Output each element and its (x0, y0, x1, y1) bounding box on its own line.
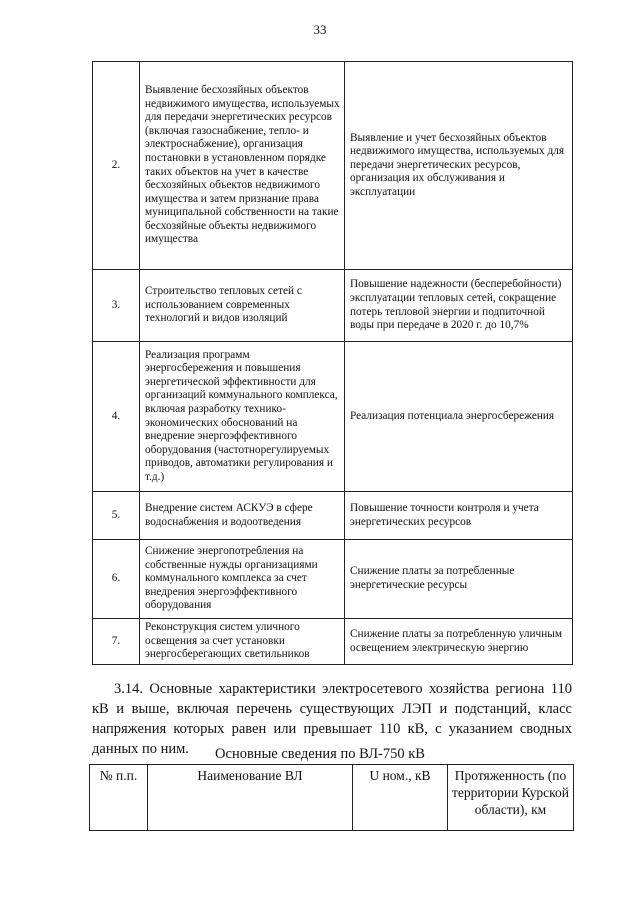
result-cell: Выявление и учет бесхозяйных объектов недвижимого имущества, используемых для передачи энергетических ресурсов, организация их обслуживания и эксплуатации (345, 62, 573, 270)
header-line-name: Наименование ВЛ (148, 765, 353, 831)
measures-table (92, 61, 573, 665)
result-cell: Снижение платы за потребленную уличным освещением электрическую энергию (345, 619, 573, 665)
row-number: 3. (93, 270, 140, 342)
table-row (93, 619, 573, 665)
vl-750-table (89, 764, 574, 831)
vl-table-caption: Основные сведения по ВЛ-750 кВ (215, 746, 425, 762)
measure-cell: Строительство тепловых сетей с использованием современных технологий и видов изоляций (140, 270, 345, 342)
header-length: Протяженность (по территории Курской области), км (448, 765, 574, 831)
vl-table-header-row (90, 765, 574, 831)
result-cell: Снижение платы за потребленные энергетические ресурсы (345, 540, 573, 619)
row-number: 4. (93, 342, 140, 492)
table-row (93, 62, 573, 270)
measure-cell: Снижение энергопотребления на собственные нужды организациями коммунального комплекса за счет внедрения энергоэффективного оборудования (140, 540, 345, 619)
header-voltage: U ном., кВ (353, 765, 448, 831)
measure-cell: Выявление бесхозяйных объектов недвижимого имущества, используемых для передачи энергетических ресурсов (включая газоснабжение, тепло- и электроснабжение), организация постановки в установленном порядке таких объектов на учет в качестве бесхозяйных объектов недвижимого имущества и затем признание права муниципальной собственности на такие бесхозяйные объекты недвижимого имущества (140, 62, 345, 270)
table-row (93, 540, 573, 619)
table-row (93, 492, 573, 540)
result-cell: Реализация потенциала энергосбережения (345, 342, 573, 492)
table-row (93, 270, 573, 342)
measure-cell: Реализация программ энергосбережения и повышения энергетической эффективности для организаций коммунального комплекса, включая разработку технико-экономических обоснований на внедрение энергоэффективного оборудования (частотнорегулируемых приводов, автоматики регулирования и т.д.) (140, 342, 345, 492)
row-number: 6. (93, 540, 140, 619)
row-number: 2. (93, 62, 140, 270)
page-number: 33 (313, 22, 327, 37)
section-text: 3.14. Основные характеристики электросетевого хозяйства региона 110 кВ и выше, включая перечень существующих ЛЭП и подстанций, класс напряжения которых равен или превышает 110 кВ, с указанием сводных данных по ним. (92, 681, 572, 757)
row-number: 5. (93, 492, 140, 540)
measure-cell: Внедрение систем АСКУЭ в сфере водоснабжения и водоотведения (140, 492, 345, 540)
header-number: № п.п. (90, 765, 148, 831)
table-row (93, 342, 573, 492)
result-cell: Повышение надежности (бесперебойности) эксплуатации тепловых сетей, сокращение потерь тепловой энергии и подпиточной воды при передаче в 2020 г. до 10,7% (345, 270, 573, 342)
row-number: 7. (93, 619, 140, 665)
measure-cell: Реконструкция систем уличного освещения за счет установки энергосберегающих светильников (140, 619, 345, 665)
result-cell: Повышение точности контроля и учета энергетических ресурсов (345, 492, 573, 540)
